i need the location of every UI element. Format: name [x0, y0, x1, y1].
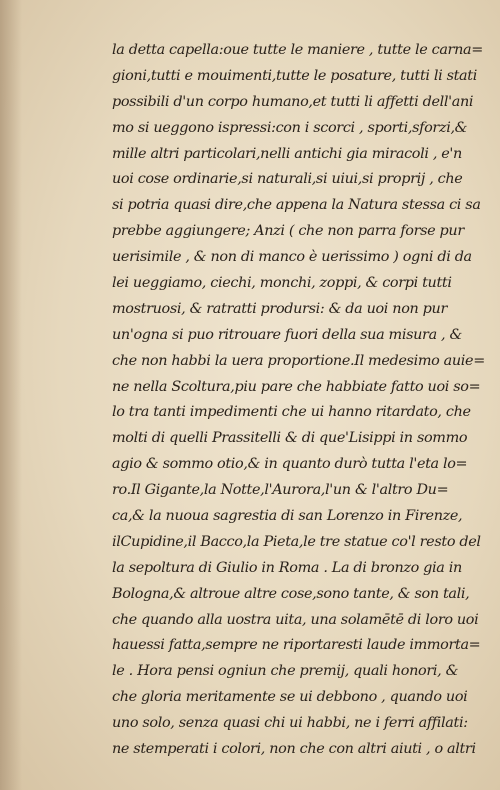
- text-line: uerisimile , & non di manco è uerissimo ) ogni di da: [112, 249, 472, 266]
- text-line: agio & sommo otio,& in quanto durò tutta l'eta lo=: [112, 456, 468, 473]
- text-line: possibili d'un corpo humano,et tutti li affetti dell'ani: [112, 93, 474, 110]
- text-line: ne nella Scoltura,piu pare che habbiate fatto uoi so=: [112, 378, 481, 395]
- text-line: lo tra tanti impedimenti che ui hanno ritardato, che: [112, 404, 471, 421]
- text-line: ca,& la nuoua sagrestia di san Lorenzo in Firenze,: [112, 508, 463, 525]
- text-line: uoi cose ordinarie,si naturali,si uiui,si proprij , che: [112, 171, 463, 188]
- text-line: Bologna,& altroue altre cose,sono tante, & son tali,: [112, 585, 470, 602]
- text-line: le . Hora pensi ogniun che premij, quali honori, &: [112, 663, 459, 680]
- text-line: mostruosi, & ratratti prodursi: & da uoi non pur: [112, 300, 447, 317]
- text-line: ne stemperati i colori, non che con altri aiuti , o altri: [112, 741, 476, 758]
- text-line: un'ogna si puo ritrouare fuori della sua misura , &: [112, 326, 462, 343]
- text-line: gioni,tutti e mouimenti,tutte le posature, tutti li stati: [112, 67, 477, 84]
- text-line: mille altri particolari,nelli antichi gia miracoli , e'n: [112, 145, 462, 162]
- text-line: che gloria meritamente se ui debbono , quando uoi: [112, 689, 468, 706]
- text-line: che quando alla uostra uita, una solamētē di loro uoi: [112, 611, 479, 628]
- text-line: uno solo, senza quasi chi ui habbi, ne i ferri affilati:: [112, 715, 468, 732]
- gutter-shadow: [0, 0, 22, 790]
- text-line: ilCupidine,il Bacco,la Pieta,le tre statue co'l resto del: [112, 533, 481, 550]
- text-line: lei ueggiamo, ciechi, monchi, zoppi, & corpi tutti: [112, 275, 452, 292]
- text-line: la detta capella:oue tutte le maniere , tutte le carna=: [112, 42, 483, 58]
- text-line: ro.Il Gigante,la Notte,l'Aurora,l'un & l'altro Du=: [112, 482, 449, 499]
- text-line: si potria quasi dire,che appena la Natura stessa ci sa: [112, 197, 481, 214]
- text-line: che non habbi la uera proportione.Il medesimo auie=: [112, 352, 485, 369]
- text-line: la sepoltura di Giulio in Roma . La di bronzo gia in: [112, 559, 462, 576]
- text-line: molti di quelli Prassitelli & di que'Lisippi in sommo: [112, 430, 468, 447]
- text-line: prebbe aggiungere; Anzi ( che non parra forse pur: [112, 223, 464, 240]
- text-line: mo si ueggono ispressi:con i scorci , sporti,sforzi,&: [112, 119, 468, 136]
- text-block: [112, 38, 490, 763]
- text-line: hauessi fatta,sempre ne riportaresti laude immorta=: [112, 637, 481, 654]
